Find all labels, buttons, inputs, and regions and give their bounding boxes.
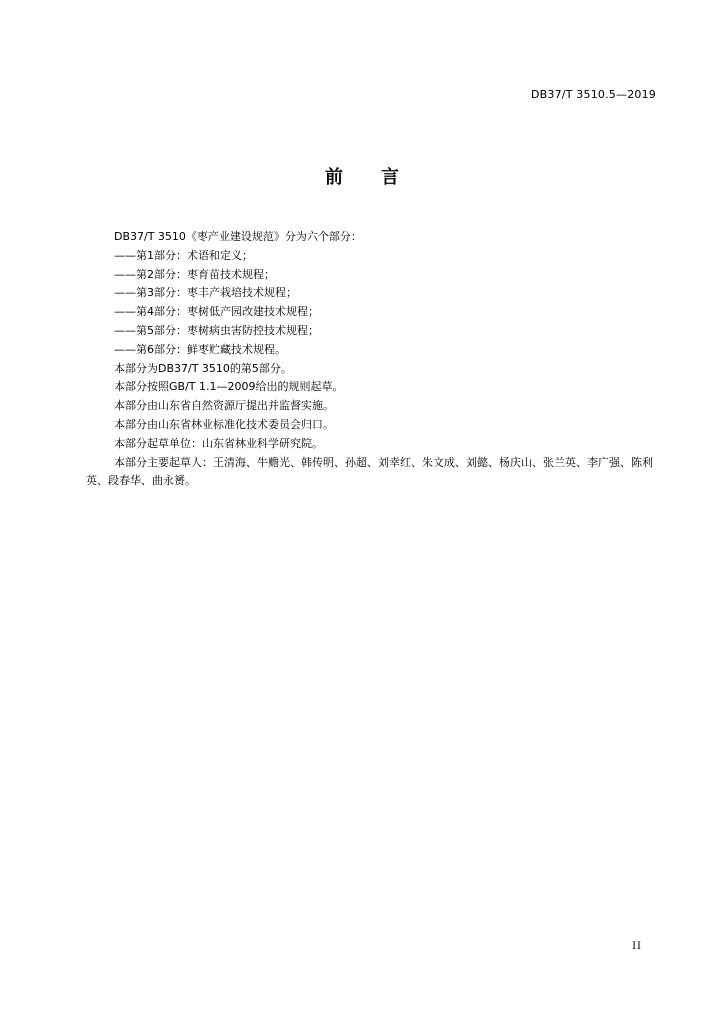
foreword-line: ——第4部分：枣树低产园改建技术规程； xyxy=(114,305,319,319)
foreword-line: DB37/T 3510《枣产业建设规范》分为六个部分： xyxy=(114,230,362,243)
foreword-line: ——第3部分：枣丰产栽培技术规程； xyxy=(114,286,297,300)
foreword-line: ——第2部分：枣育苗技术规程； xyxy=(114,267,275,281)
foreword-line: 本部分由山东省自然资源厅提出并监督实施。 xyxy=(114,399,334,413)
document-code: DB37/T 3510.5—2019 xyxy=(530,88,656,101)
page-title xyxy=(0,163,724,189)
foreword-line: ——第5部分：枣树病虫害防控技术规程； xyxy=(114,323,319,337)
title-char-1: 前 xyxy=(325,167,343,188)
foreword-line: 本部分由山东省林业标准化技术委员会归口。 xyxy=(114,417,334,431)
page-number: II xyxy=(632,941,642,952)
foreword-line: 本部分起草单位：山东省林业科学研究院。 xyxy=(114,436,323,450)
foreword-line: 本部分为DB37/T 3510的第5部分。 xyxy=(114,361,292,375)
title-char-2: 言 xyxy=(381,167,399,188)
foreword-line: 本部分按照GB/T 1.1—2009给出的规则起草。 xyxy=(114,380,344,394)
foreword-line: ——第1部分：术语和定义； xyxy=(114,248,253,262)
foreword-drafters: 本部分主要起草人：王清海、牛赡光、韩传明、孙超、刘幸红、朱文成、刘懿、杨庆山、张兰英、李广强、陈利英、段春华、曲永赟。 xyxy=(86,455,653,488)
foreword-line: ——第6部分：鲜枣贮藏技术规程。 xyxy=(114,342,286,356)
foreword-body xyxy=(86,228,658,491)
